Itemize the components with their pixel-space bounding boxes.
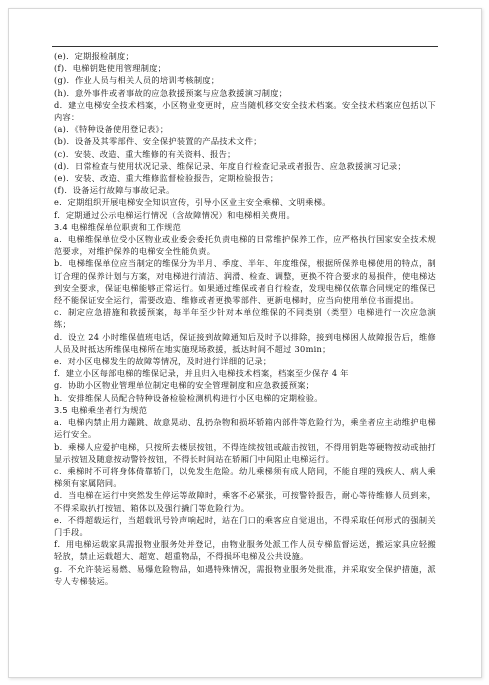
paragraph: c．乘梯时不可将身体倚靠轿门，以免发生危险。幼儿乘梯须有成人陪同，不能自理的残疾人、病人乘梯须有家属陪同。 [54,465,436,489]
text-line: f．建立小区每部电梯的维保记录，并且归入电梯技术档案，档案至少保存 4 年 [54,368,349,379]
text-line: (f)．电梯钥匙使用管理制度； [54,63,167,74]
text-line: (b)．设备及其零部件、安全保护装置的产品技术文件； [54,136,262,147]
text-line: (a)．《特种设备使用登记表》； [54,124,169,135]
section-heading: 3.4 电梯维保单位职责和工作规范 [54,221,182,232]
paragraph: f．用电梯运载家具需报物业服务处并登记，由物业服务处派工作人员专梯监督运送，搬运家具应轻搬轻放，禁止运载超大、超宽、超重物品，不得损坏电梯及公共设施。 [54,539,436,562]
text-line: f．定期通过公示电梯运行情况（含故障情况）和电梯相关费用。 [54,209,295,220]
paragraph: a．电梯维保单位受小区物业或业委会委托负责电梯的日常维护保养工作，应严格执行国家安全技术规范要求，对维护保养的电梯安全性能负责。 [54,234,436,257]
paragraph: d．设立 24 小时维保值班电话，保证接到故障通知后及时予以排除，接到电梯困人故障报告后，维修人员及时抵达所维保电梯所在地实施现场救援，抵达时间不超过 30min； [54,331,436,354]
paragraph: b．乘梯人应爱护电梯，只按所去楼层按钮，不得连续按钮或敲击按钮，不得用钥匙等硬物按动或抽打显示按钮及随意按动警铃按钮，不得长时间站在轿厢门中间阻止电梯运行。 [54,441,436,464]
text-line: (c)．安装、改造、重大维修的有关资料、报告； [54,148,236,159]
text-line: (h)．意外事件或者事故的应急救援预案与应急救援演习制度； [54,87,288,98]
paragraph: g．不允许装运易燃、易爆危险物品，如遇特殊情况，需报物业服务处批准，并采取安全保护措施，派专人专梯装运。 [54,563,436,586]
paragraph: d．当电梯在运行中突然发生停运等故障时，乘客不必紧张，可按警铃报告，耐心等待维修人员到来，不得采取扒打按钮、箱体以及强行撬门等危险行为。 [54,490,436,513]
paragraph: a．电梯内禁止用力蹦跳、故意晃动、乱扔杂物和损坏轿箱内部件等危险行为，乘坐者应主动维护电梯运行安全。 [54,417,436,440]
text-line: (g)．作业人员与相关人员的培训考核制度； [54,75,220,86]
paragraph: e．不得超载运行，当超载讯号铃声响起时，站在门口的乘客应自觉退出，不得采取任何形式的强制关门手段。 [54,514,436,537]
section-heading: 3.5 电梯乘坐者行为规范 [54,404,148,415]
paragraph: b．电梯维保单位应当制定的维保分为半月、季度、半年、年度维保，根据所保养电梯使用的特点，制订合理的保养计划与方案，对电梯进行清洁、润滑、检查、调整，更换不符合要求的易损件，使电梯达到安全要求，保证电梯能够正常运行。如果通过维保或者自行检查，发现电梯仅依靠合同规定的维保已经不能保证安全运行，需要改造、维修或者更换零部件、更新电梯时，应当向使用单位书面提出。 [54,258,436,306]
document-body [54,50,436,587]
text-line: (e)．安装、改造、重大维修监督检验报告，定期检验报告； [54,173,279,184]
text-line: h．安排维保人员配合特种设备检验检测机构进行小区电梯的定期检验。 [54,392,323,403]
header-rule [52,46,438,47]
text-line: (e)．定期报检制度； [54,51,135,61]
text-line: e．定期组织开展电梯安全知识宣传，引导小区业主安全乘梯、文明乘梯。 [54,197,331,208]
text-line: e．对小区电梯发生的故障等情况，及时进行详细的记录； [54,356,272,367]
paragraph: c．制定应急措施和救援预案，每半年至少针对本单位维保的不同类别（类型）电梯进行一次应急演练； [54,307,436,330]
paragraph: (d)．日常检查与使用状况记录、维保记录、年度自行检查记录或者报告、应急救援演习记录； [54,160,407,171]
paragraph: d．建立电梯安全技术档案，小区物业变更时，应当随机移交安全技术档案。安全技术档案应包括以下内容： [54,99,436,123]
text-line: g．协助小区物业管理单位制定电梯的安全管理制度和应急救援预案； [54,380,315,391]
text-line: (f)．设备运行故障与事故记录。 [54,185,175,196]
